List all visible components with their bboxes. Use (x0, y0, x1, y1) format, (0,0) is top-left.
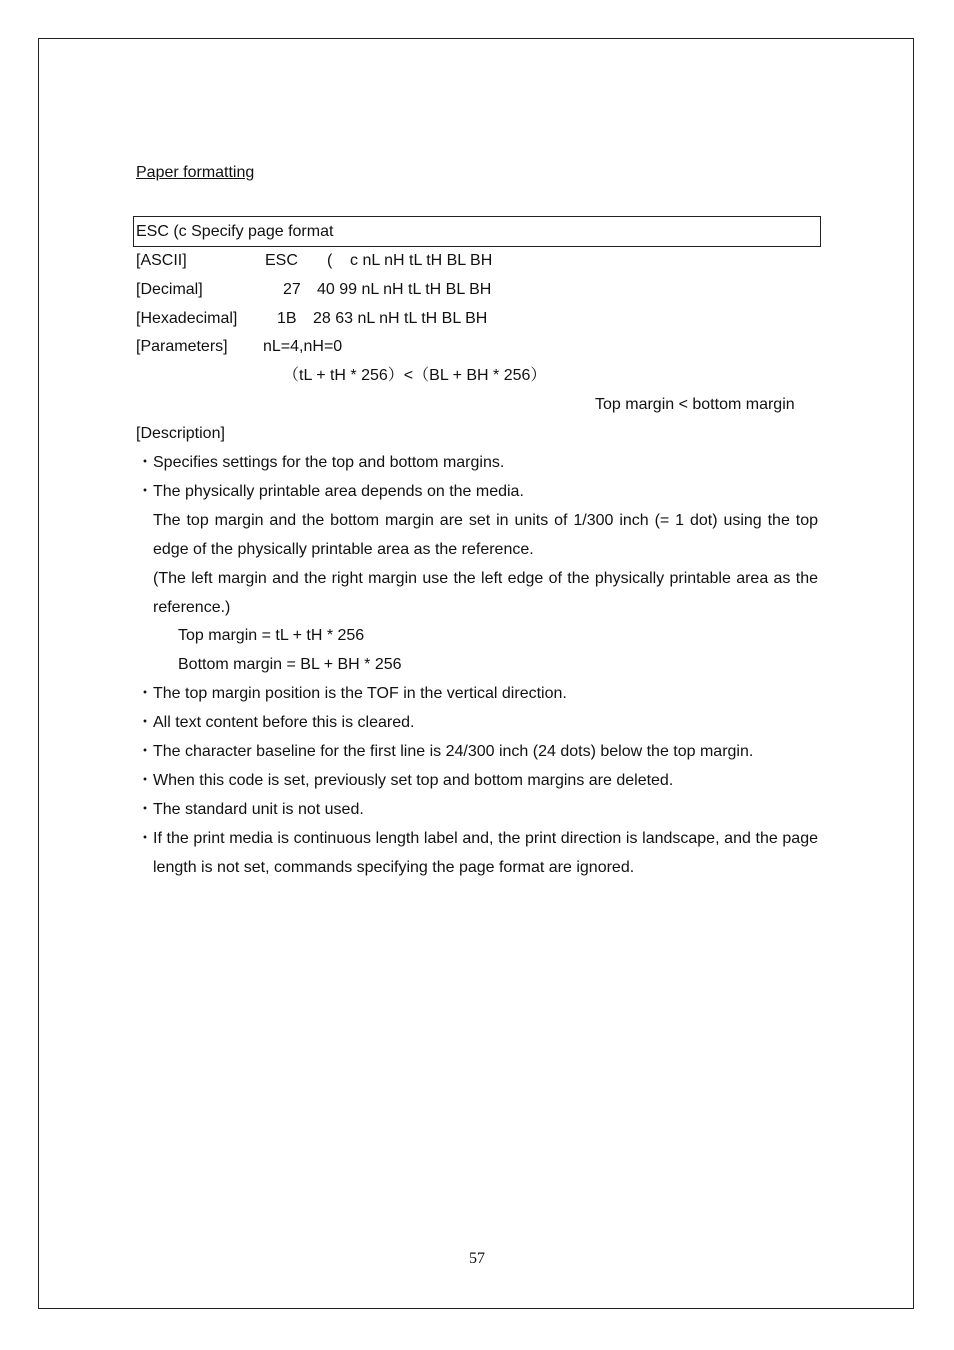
bullet-mark: ・ (137, 483, 154, 500)
description-item: The standard unit is not used. (153, 801, 364, 818)
page-number: 57 (469, 1250, 485, 1267)
hex-rest: 28 63 nL nH tL tH BL BH (313, 310, 488, 327)
description-item: When this code is set, previously set top and bottom margins are deleted. (153, 772, 674, 789)
decimal-rest: 40 99 nL nH tL tH BL BH (317, 281, 492, 298)
description-item: The physically printable area depends on the media. (153, 483, 524, 500)
bullet-mark: ・ (137, 801, 154, 818)
description-paragraph: The top margin and the bottom margin are set in units of 1/300 inch (= 1 dot) using the top edge of the physically printable area as the reference. (153, 512, 818, 558)
description-item: The character baseline for the first line is 24/300 inch (24 dots) below the top margin. (153, 743, 754, 760)
ascii-rest: c nL nH tL tH BL BH (350, 252, 493, 269)
hex-label: [Hexadecimal] (136, 310, 238, 327)
description-item: Specifies settings for the top and bottom margins. (153, 454, 505, 471)
ascii-paren: ( (327, 252, 333, 269)
bullet-mark: ・ (137, 772, 154, 789)
section-heading: Paper formatting (136, 164, 255, 181)
hex-1b: 1B (277, 310, 297, 327)
formula-bottom-margin: Bottom margin = BL + BH * 256 (178, 656, 402, 673)
description-paragraph: (The left margin and the right margin use the left edge of the physically printable area as the reference.) (153, 570, 818, 616)
bullet-mark: ・ (137, 454, 154, 471)
ascii-esc: ESC (265, 252, 298, 269)
description-item: All text content before this is cleared. (153, 714, 415, 731)
formula-top-margin: Top margin = tL + tH * 256 (178, 627, 365, 644)
params-label: [Parameters] (136, 338, 228, 355)
params-note: Top margin < bottom margin (595, 396, 795, 413)
decimal-27: 27 (283, 281, 301, 298)
bullet-mark: ・ (137, 743, 154, 760)
bullet-mark: ・ (137, 685, 154, 702)
description-item: The top margin position is the TOF in the vertical direction. (153, 685, 567, 702)
decimal-label: [Decimal] (136, 281, 203, 298)
ascii-label: [ASCII] (136, 252, 187, 269)
description-label: [Description] (136, 425, 225, 442)
command-title: ESC (c Specify page format (136, 223, 334, 240)
bullet-mark: ・ (137, 830, 154, 847)
params-condition: （tL + tH * 256）<（BL + BH * 256） (283, 367, 547, 384)
bullet-mark: ・ (137, 714, 154, 731)
description-item: If the print media is continuous length label and, the print direction is landscape, and the page length is not set, commands specifying the page format are ignored. (153, 830, 818, 876)
command-title-box (133, 216, 821, 247)
params-value: nL=4,nH=0 (263, 338, 343, 355)
